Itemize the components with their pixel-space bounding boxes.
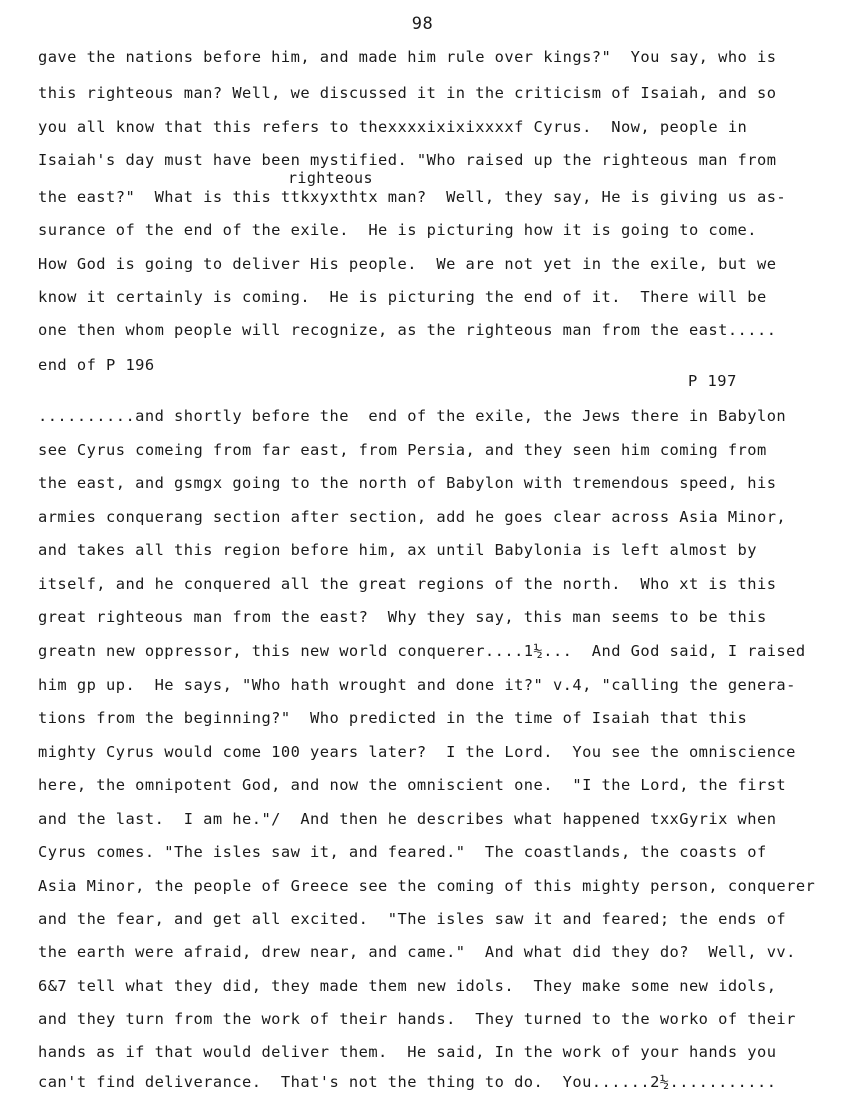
typed-line: know it certainly is coming. He is picturing the end of it. There will be (38, 288, 767, 306)
typed-line: the east, and gsmgx going to the north of Babylon with tremendous speed, his (38, 474, 777, 492)
page-number: 98 (411, 14, 434, 34)
typed-line: armies conquerang section after section, add he goes clear across Asia Minor, (38, 508, 787, 526)
typed-line: this righteous man? Well, we discussed it in the criticism of Isaiah, and so (38, 84, 777, 102)
typed-line: gave the nations before him, and made him rule over kings?" You say, who is (38, 48, 777, 66)
typed-line: and takes all this region before him, ax until Babylonia is left almost by (38, 541, 757, 559)
typed-line: itself, and he conquered all the great regions of the north. Who xt is this (38, 575, 777, 593)
typed-line: surance of the end of the exile. He is picturing how it is going to come. (38, 221, 757, 239)
typed-line: and they turn from the work of their hands. They turned to the worko of their (38, 1010, 796, 1028)
interlinear-insert: righteous (288, 169, 373, 187)
typed-line: see Cyrus comeing from far east, from Persia, and they seen him coming from (38, 441, 767, 459)
typed-line: How God is going to deliver His people. We are not yet in the exile, but we (38, 255, 777, 273)
typed-line: one then whom people will recognize, as the righteous man from the east..... (38, 321, 777, 339)
typed-line: Cyrus comes. "The isles saw it, and feared." The coastlands, the coasts of (38, 843, 767, 861)
typed-line: hands as if that would deliver them. He said, In the work of your hands you (38, 1043, 777, 1061)
typed-line: 6&7 tell what they did, they made them new idols. They make some new idols, (38, 977, 777, 995)
typed-line: the earth were afraid, drew near, and came." And what did they do? Well, vv. (38, 943, 796, 961)
typed-line: ..........and shortly before the end of the exile, the Jews there in Babylon (38, 407, 787, 425)
typed-line: great righteous man from the east? Why they say, this man seems to be this (38, 608, 767, 626)
typed-line: here, the omnipotent God, and now the omniscient one. "I the Lord, the first (38, 776, 787, 794)
typed-line: greatn new oppressor, this new world conquerer....1½... And God said, I raised (38, 642, 806, 660)
typed-line: you all know that this refers to thexxxxixixixxxxf Cyrus. Now, people in (38, 118, 748, 136)
typed-line: Asia Minor, the people of Greece see the coming of this mighty person, conquerer (38, 877, 816, 895)
section-label-right: P 197 (688, 372, 737, 390)
typed-line: can't find deliverance. That's not the thing to do. You......2½........... (38, 1073, 777, 1091)
typed-line: him gp up. He says, "Who hath wrought and done it?" v.4, "calling the genera- (38, 676, 796, 694)
typed-line: and the last. I am he."/ And then he describes what happened txxGyrix when (38, 810, 777, 828)
typed-line: the east?" What is this ttkxyxthtx man? Well, they say, He is giving us as- (38, 188, 787, 206)
typed-line: tions from the beginning?" Who predicted in the time of Isaiah that this (38, 709, 748, 727)
typed-line: end of P 196 (38, 356, 155, 374)
typed-line: Isaiah's day must have been mystified. "Who raised up the righteous man from (38, 151, 777, 169)
typed-line: and the fear, and get all excited. "The isles saw it and feared; the ends of (38, 910, 787, 928)
typed-line: mighty Cyrus would come 100 years later? I the Lord. You see the omniscience (38, 743, 796, 761)
